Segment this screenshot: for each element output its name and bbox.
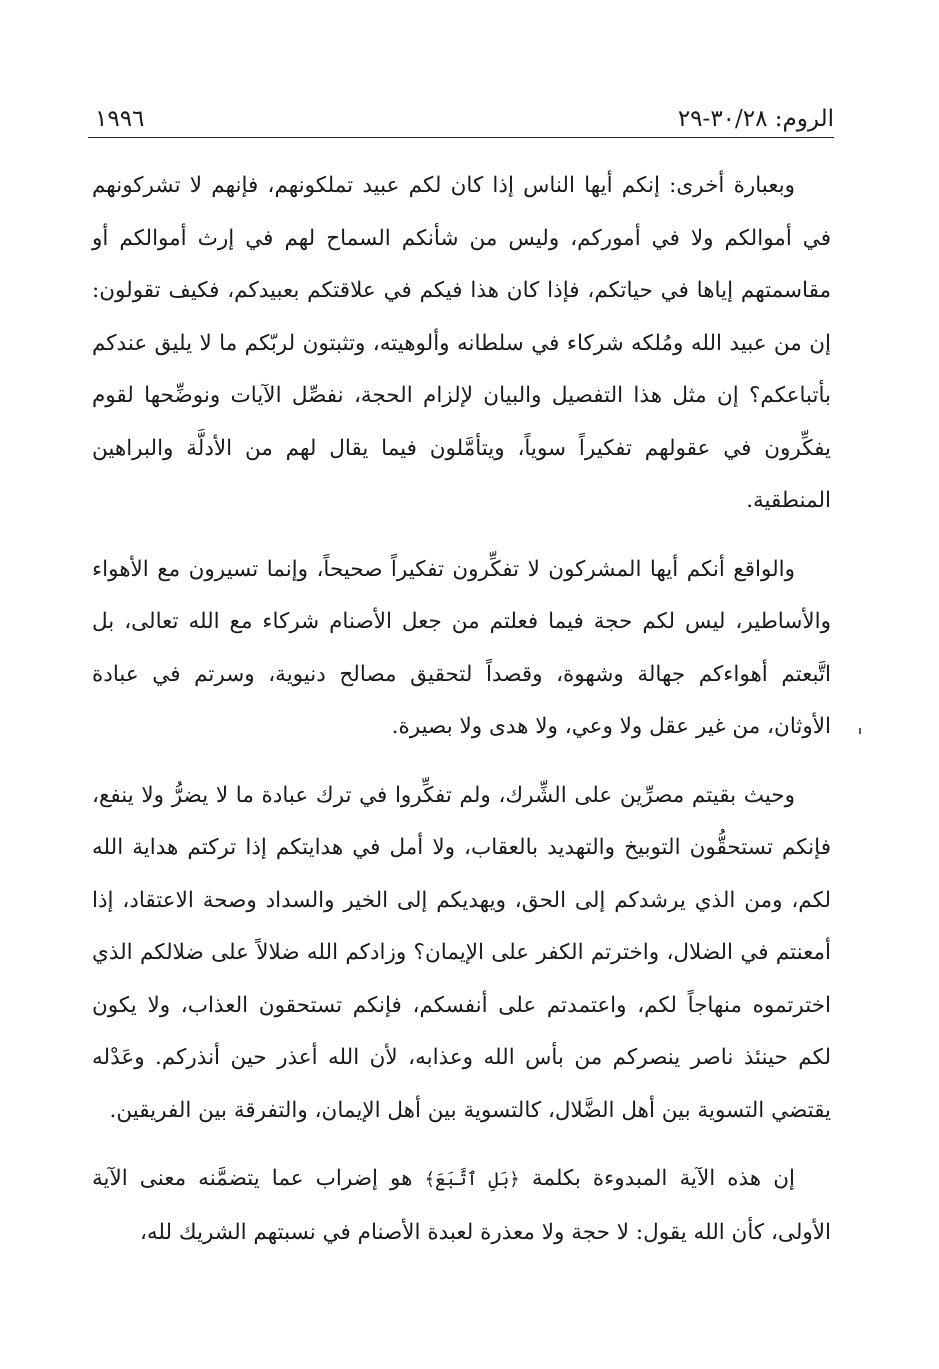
quran-quote: ﴿بَلِ ٱتَّبَعَ﴾ [424,1169,520,1190]
paragraph-4-lead: إن هذه الآية المبدوءة بكلمة [531,1166,795,1191]
paragraph-2: والواقع أنكم أيها المشركون لا تفكِّرون تفكيراً صحيحاً، وإنما تسيرون مع الأهواء والأساطير، ليس لكم حجة فيما فعلتم من جعل الأصنام شركاء مع الله تعالى، بل اتَّبعتم أهواءكم جهالة وشهوة، وقصداً لتحقيق مصالح دنيوية، وسرتم في عبادة الأوثان، من غير عقل ولا وعي، ولا هدى ولا بصيرة. [92,556,831,739]
running-header [95,92,834,132]
paragraph-4-rest: هو إضراب عما يتضمَّنه معنى الآية الأولى، كأن الله يقول: لا حجة ولا معذرة لعبدة الأصنام في نسبتهم الشريك لله، [92,1166,831,1245]
header-divider [88,137,834,138]
body-text [92,160,831,1275]
running-title: الروم: ٣٠/٢٨-٢٩ [677,106,834,132]
page-number: ١٩٩٦ [95,106,145,132]
margin-speck [859,728,861,734]
paragraph-1: وبعبارة أخرى: إنكم أيها الناس إذا كان لكم عبيد تملكونهم، فإنهم لا تشركونهم في أموالكم ولا في أموركم، وليس من شأنكم السماح لهم في إرث أموالكم أو مقاسمتهم إياها في حياتكم، فإذا كان هذا فيكم في علاقتكم بعبيدكم، فكيف تقولون: إن من عبيد الله ومُلكه شركاء في سلطانه وألوهيته، وتثبتون لربّكم ما لا يليق عندكم بأتباعكم؟ إن مثل هذا التفصيل والبيان لإلزام الحجة، نفصِّل الآيات ونوضِّحها لقوم يفكِّرون في عقولهم تفكيراً سوياً، ويتأمَّلون فيما يقال لهم من الأدلَّة والبراهين المنطقية. [92,173,831,513]
paragraph-4 [92,1153,831,1259]
paragraph-3: وحيث بقيتم مصرِّين على الشِّرك، ولم تفكِّروا في ترك عبادة ما لا يضرُّ ولا ينفع، فإنكم تستحقُّون التوبيخ والتهديد بالعقاب، ولا أمل في هدايتكم إذا تركتم هداية الله لكم، ومن الذي يرشدكم إلى الحق، ويهديكم إلى الخير والسداد وصحة الاعتقاد، إذا أمعنتم في الضلال، واخترتم الكفر على الإيمان؟ وزادكم الله ضلالاً على ضلالكم الذي اخترتموه منهاجاً لكم، واعتمدتم على أنفسكم، فإنكم تستحقون العذاب، ولا يكون لكم حينئذ ناصر ينصركم من بأس الله وعذابه، لأن الله أعذر حين أنذركم. وعَدْله يقتضي التسوية بين أهل الضَّلال، كالتسوية بين أهل الإيمان، والتفرقة بين الفريقين. [92,782,831,1123]
